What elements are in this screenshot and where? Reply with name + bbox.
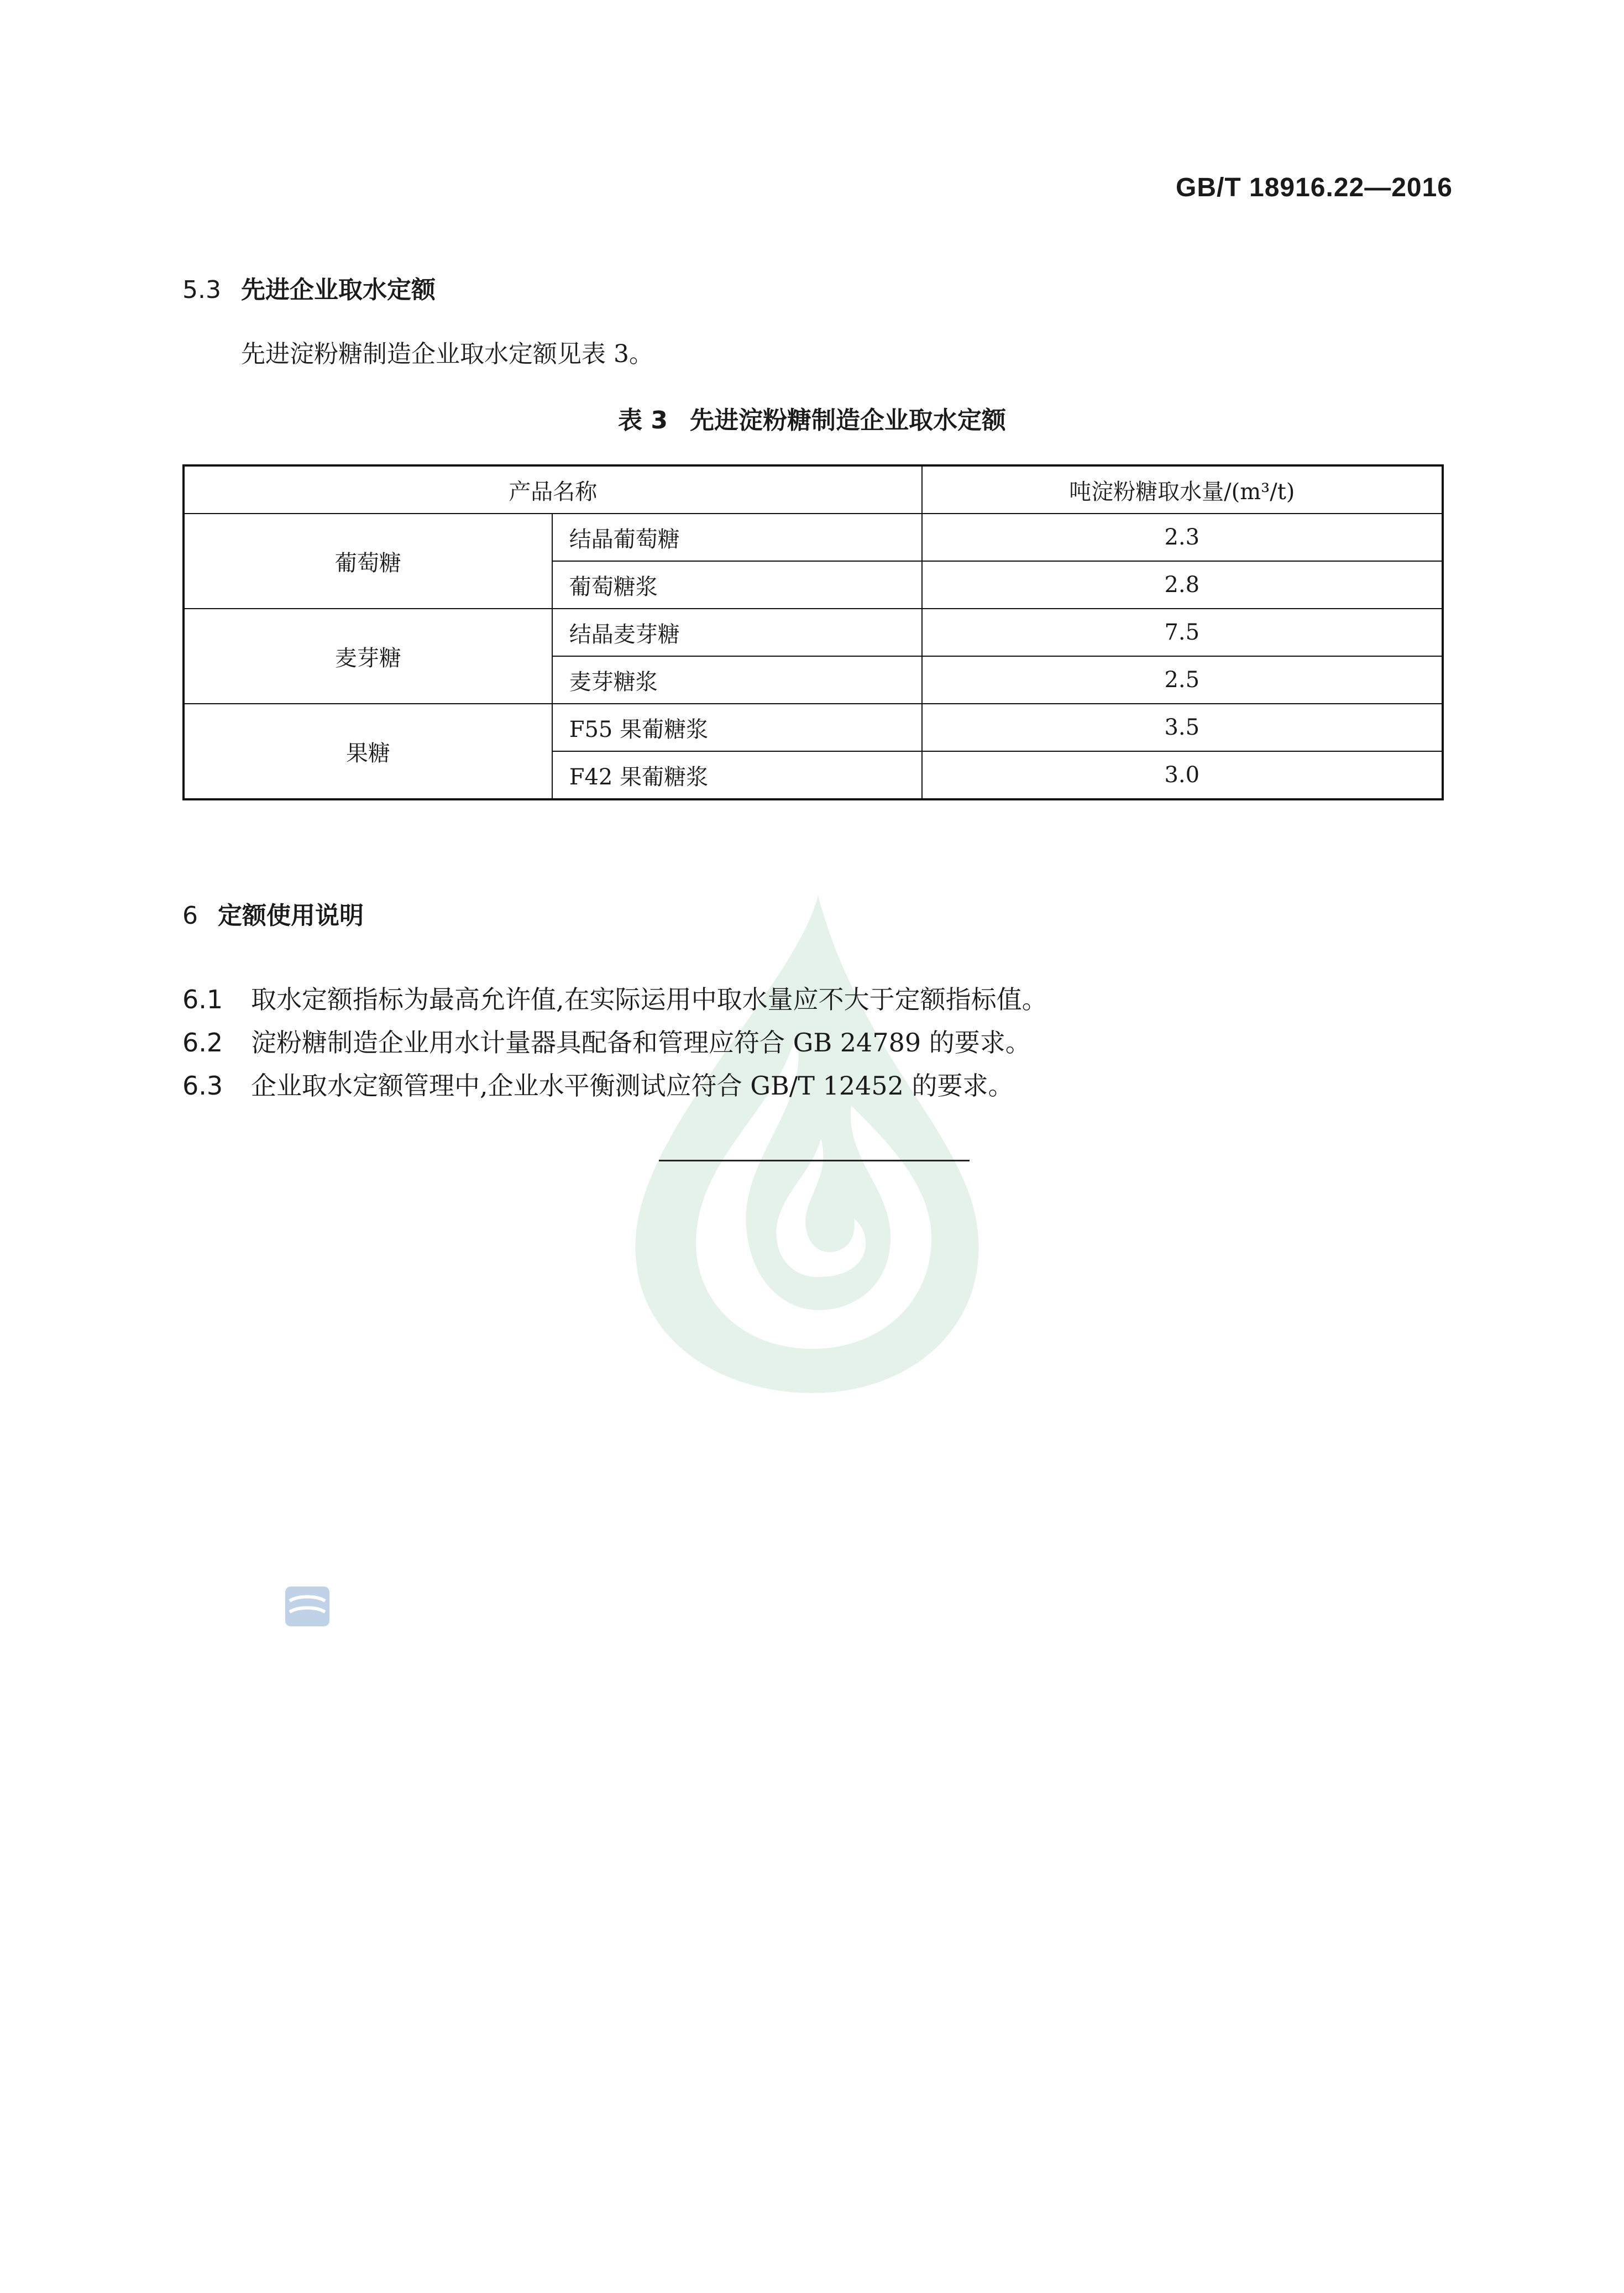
value-cell: 3.5	[922, 704, 1443, 751]
section-title: 先进企业取水定额	[240, 276, 436, 304]
table-caption	[0, 400, 1624, 436]
value-cell: 3.0	[922, 751, 1443, 799]
product-cell: F42 果葡糖浆	[552, 751, 922, 799]
product-cell: F55 果葡糖浆	[552, 704, 922, 751]
item-text: 企业取水定额管理中,企业水平衡测试应符合 GB/T 12452 的要求。	[251, 1071, 1014, 1101]
section-number: 6	[182, 902, 198, 930]
category-cell: 麦芽糖	[184, 609, 552, 704]
table-header-row	[184, 465, 1443, 514]
table-row	[184, 609, 1443, 656]
standard-code: GB/T 18916.22—2016	[1176, 173, 1453, 202]
table-row	[184, 514, 1443, 561]
table-number: 表 3	[618, 406, 668, 434]
product-cell: 结晶麦芽糖	[552, 609, 922, 656]
category-cell: 果糖	[184, 704, 552, 799]
section-heading-5-3	[182, 270, 436, 305]
section-number: 5.3	[182, 276, 221, 304]
value-cell: 2.8	[922, 561, 1443, 609]
section-5-3-text: 先进淀粉糖制造企业取水定额见表 3。	[241, 340, 653, 368]
water-drop-watermark-icon	[630, 896, 984, 1393]
sac-logo-icon	[285, 1584, 329, 1629]
usage-item	[182, 1023, 1031, 1059]
category-cell: 葡萄糖	[184, 514, 552, 609]
section-title: 定额使用说明	[218, 902, 364, 930]
usage-item	[182, 980, 1047, 1016]
product-cell: 结晶葡萄糖	[552, 514, 922, 561]
end-of-document-rule	[659, 1160, 970, 1161]
product-cell: 葡萄糖浆	[552, 561, 922, 609]
item-text: 淀粉糖制造企业用水计量器具配备和管理应符合 GB 24789 的要求。	[251, 1028, 1031, 1057]
value-cell: 2.3	[922, 514, 1443, 561]
section-heading-6	[182, 896, 364, 931]
item-text: 取水定额指标为最高允许值,在实际运用中取水量应不大于定额指标值。	[251, 985, 1047, 1014]
value-cell: 7.5	[922, 609, 1443, 656]
table-title: 先进淀粉糖制造企业取水定额	[689, 406, 1006, 434]
value-cell: 2.5	[922, 656, 1443, 704]
water-quota-table	[182, 464, 1444, 800]
header-water-intake: 吨淀粉糖取水量/(m³/t)	[922, 465, 1443, 514]
header-product-name: 产品名称	[184, 465, 922, 514]
item-number: 6.2	[182, 1028, 223, 1057]
item-number: 6.3	[182, 1071, 223, 1101]
usage-item	[182, 1066, 1014, 1102]
table-row	[184, 704, 1443, 751]
item-number: 6.1	[182, 985, 223, 1014]
product-cell: 麦芽糖浆	[552, 656, 922, 704]
